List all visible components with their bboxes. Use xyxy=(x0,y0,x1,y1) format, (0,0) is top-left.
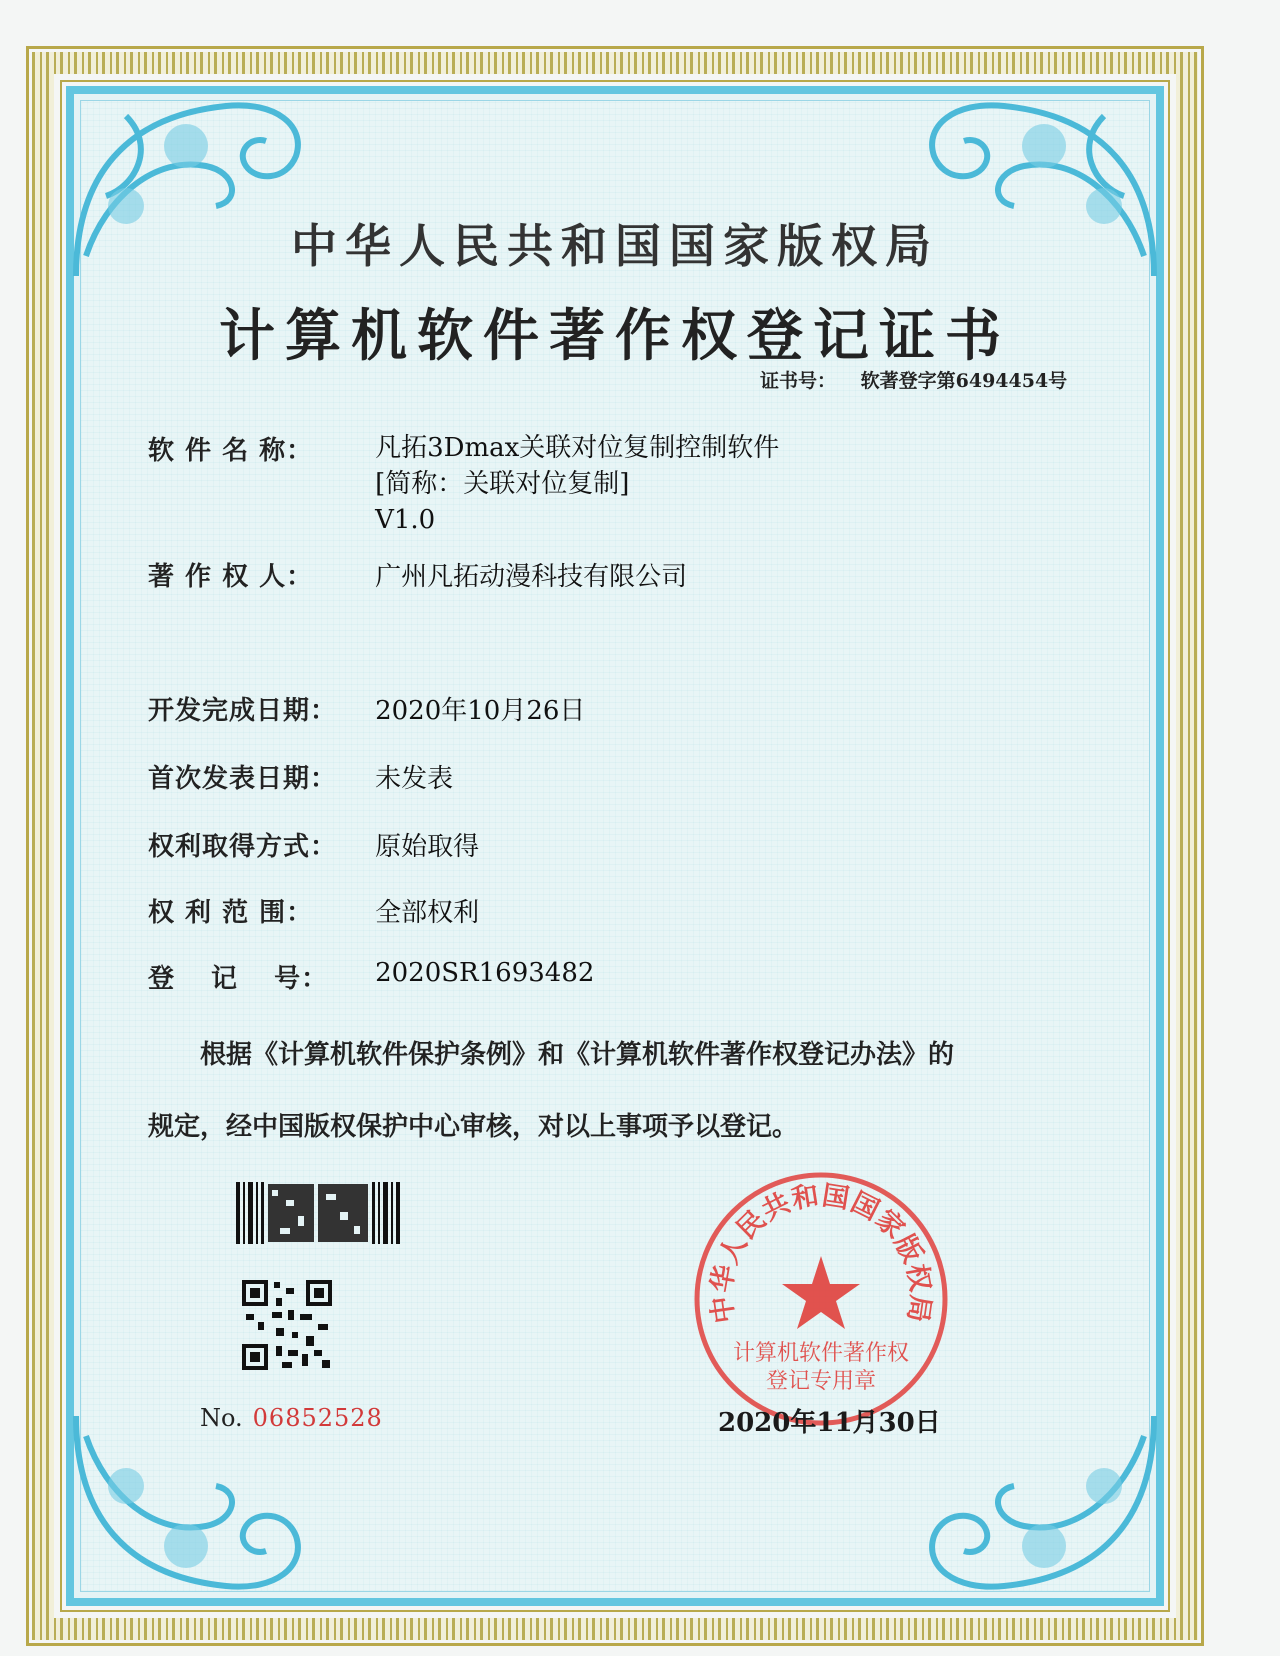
field-label: 登 记 号： xyxy=(148,964,329,994)
field-value: 广州凡拓动漫科技有限公司 xyxy=(375,562,688,592)
field-label: 首次发表日期： xyxy=(148,764,338,794)
software-version-line: V1.0 xyxy=(375,505,436,535)
field-value: 2020SR1693482 xyxy=(375,958,595,988)
certificate-title: 计算机软件著作权登记证书 xyxy=(219,303,1011,369)
certificate-number-value: 软著登字第6494454号 xyxy=(860,370,1068,392)
serial-prefix: No. xyxy=(200,1404,243,1432)
field-value: 未发表 xyxy=(375,764,454,794)
field-label: 权 利 范 围： xyxy=(148,898,314,928)
field-scope-of-rights xyxy=(148,892,479,929)
field-label: 权利取得方式： xyxy=(148,832,338,862)
field-registration-number xyxy=(148,958,594,995)
field-completion-date xyxy=(148,690,585,727)
field-software-name xyxy=(148,430,779,538)
field-value: 全部权利 xyxy=(375,898,480,928)
statement-line-1: 根据《计算机软件保护条例》和《计算机软件著作权登记办法》的 xyxy=(200,1040,955,1070)
field-value: 2020年10月26日 xyxy=(375,696,586,726)
serial-number xyxy=(200,1404,383,1432)
seal-star-icon xyxy=(782,1256,860,1329)
software-name-line: 凡拓3Dmax关联对位复制控制软件 xyxy=(375,433,780,463)
field-label: 著 作 权 人： xyxy=(148,562,314,592)
field-label: 开发完成日期： xyxy=(148,696,338,726)
field-value xyxy=(375,430,779,538)
seal-inner-text-2: 登记专用章 xyxy=(765,1369,877,1394)
field-copyright-owner xyxy=(148,556,687,593)
issuing-authority: 中华人民共和国国家版权局 xyxy=(291,219,939,273)
field-label: 软 件 名 称： xyxy=(148,436,314,466)
barcode xyxy=(236,1182,404,1244)
seal-outer-text: 中华人民共和国国家版权局 xyxy=(706,1180,936,1326)
corner-ornament-bottom-left xyxy=(66,1406,326,1606)
qr-code xyxy=(242,1280,332,1370)
issue-date: 2020年11月30日 xyxy=(718,1408,941,1438)
corner-ornament-bottom-right xyxy=(904,1406,1164,1606)
field-first-publish-date xyxy=(148,758,453,795)
seal-inner-text-1: 计算机软件著作权 xyxy=(732,1341,910,1366)
certificate-number xyxy=(760,366,1067,393)
statement-line-2: 规定，经中国版权保护中心审核，对以上事项予以登记。 xyxy=(148,1112,799,1142)
serial-value: 06852528 xyxy=(252,1404,383,1432)
software-short-name-line: [简称：关联对位复制] xyxy=(375,469,630,499)
field-value: 原始取得 xyxy=(375,832,480,862)
certificate-number-label: 证书号： xyxy=(760,370,837,392)
field-acquisition-method xyxy=(148,826,479,863)
official-seal xyxy=(690,1168,952,1430)
